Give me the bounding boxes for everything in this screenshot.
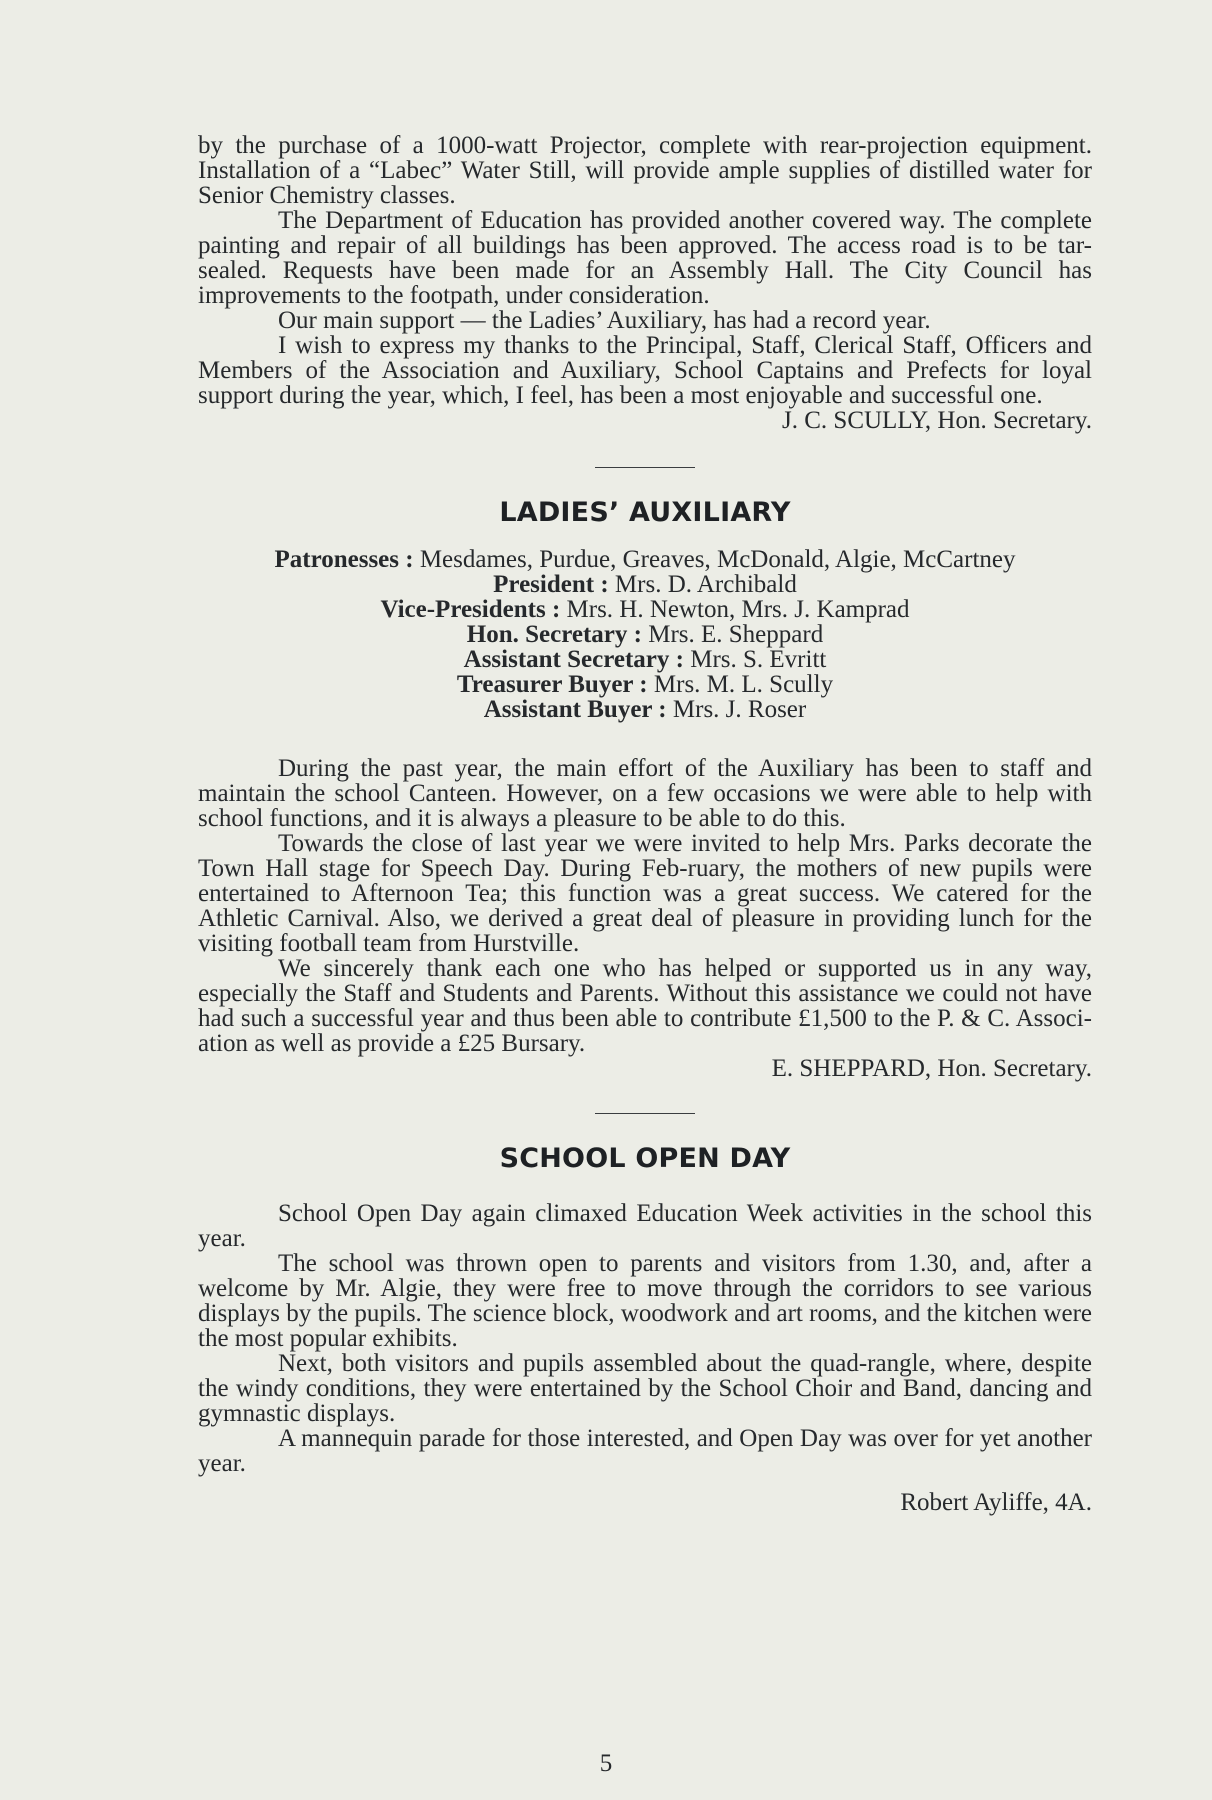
officer-line: [198, 597, 1092, 622]
open-day-signature: Robert Ayliffe, 4A.: [900, 1489, 1092, 1516]
intro-signature: J. C. SCULLY, Hon. Secretary.: [782, 407, 1092, 434]
officer-role: Assistant Buyer :: [483, 696, 667, 723]
officer-role: Hon. Secretary :: [466, 621, 642, 648]
officer-line: [198, 622, 1092, 647]
officer-role: President :: [493, 571, 609, 598]
officer-role: Patronesses :: [274, 546, 414, 573]
intro-paragraph-3: Our main support — the Ladies’ Auxiliary, has had a record year.: [278, 307, 931, 334]
intro-paragraph-1: by the purchase of a 1000-watt Projector, complete with rear-projection equipment. Installation of a “Labec” Water Still, will provide ample supplies of distilled water for Senior Chemistry classes.: [198, 132, 1092, 209]
officers-list: [198, 547, 1092, 722]
officer-names: Mrs. S. Evritt: [690, 646, 827, 673]
text-column: [198, 133, 1092, 1515]
officer-names: Mrs. J. Roser: [672, 696, 807, 723]
auxiliary-paragraph-3: We sincerely thank each one who has helped or supported us in any way, especially the Staff and Students and Parents. Without this assistance we could not have had such a successful year and thus been able to contribute £1,500 to the P. & C. Associ-ation as well as provide a £25 Bursary.: [198, 955, 1092, 1057]
open-day-paragraph-4: A mannequin parade for those interested, and Open Day was over for yet another year.: [198, 1425, 1092, 1477]
page-number: 5: [599, 1750, 613, 1777]
officer-role: Vice-Presidents :: [380, 596, 561, 623]
officer-line: [198, 647, 1092, 672]
officer-line: [198, 547, 1092, 572]
open-day-paragraph-3: Next, both visitors and pupils assembled about the quad-rangle, where, despite the windy conditions, they were entertained by the School Choir and Band, dancing and gymnastic displays.: [198, 1350, 1092, 1427]
auxiliary-paragraph-1: During the past year, the main effort of the Auxiliary has been to staff and maintain the school Canteen. However, on a few occasions we were able to help with school functions, and it is always a pleasure to be able to do this.: [198, 755, 1092, 832]
intro-paragraph-4: I wish to express my thanks to the Principal, Staff, Clerical Staff, Officers and Members of the Association and Auxiliary, School Captains and Prefects for loyal support during the year, which, I feel, has been a most enjoyable and successful one.: [198, 332, 1092, 409]
officer-line: [198, 697, 1092, 722]
open-day-paragraph-1: School Open Day again climaxed Education Week activities in the school this year.: [198, 1200, 1092, 1252]
officer-line: [198, 672, 1092, 697]
officer-names: Mesdames, Purdue, Greaves, McDonald, Algie, McCartney: [419, 546, 1016, 573]
officer-names: Mrs. D. Archibald: [614, 571, 797, 598]
officer-role: Treasurer Buyer :: [456, 671, 648, 698]
auxiliary-signature: E. SHEPPARD, Hon. Secretary.: [771, 1055, 1092, 1082]
open-day-paragraph-2: The school was thrown open to parents and visitors from 1.30, and, after a welcome by Mr. Algie, they were free to move through the corridors to see various displays by the pupils. The science block, woodwork and art rooms, and the kitchen were the most popular exhibits.: [198, 1250, 1092, 1352]
ladies-auxiliary-title: LADIES’ AUXILIARY: [499, 497, 791, 528]
officer-names: Mrs. M. L. Scully: [653, 671, 834, 698]
auxiliary-paragraph-2: Towards the close of last year we were invited to help Mrs. Parks decorate the Town Hall stage for Speech Day. During Feb-ruary, the mothers of new pupils were entertained to Afternoon Tea; this function was a great success. We catered for the Athletic Carnival. Also, we derived a great deal of pleasure in providing lunch for the visiting football team from Hurstville.: [198, 830, 1092, 957]
officer-role: Assistant Secretary :: [463, 646, 684, 673]
school-open-day-title: SCHOOL OPEN DAY: [499, 1143, 791, 1174]
intro-paragraph-2: The Department of Education has provided another covered way. The complete painting and repair of all buildings has been approved. The access road is to be tar-sealed. Requests have been made for an Assembly Hall. The City Council has improvements to the footpath, under consideration.: [198, 207, 1092, 309]
officer-names: Mrs. E. Sheppard: [648, 621, 824, 648]
officer-line: [198, 572, 1092, 597]
officer-names: Mrs. H. Newton, Mrs. J. Kamprad: [566, 596, 910, 623]
